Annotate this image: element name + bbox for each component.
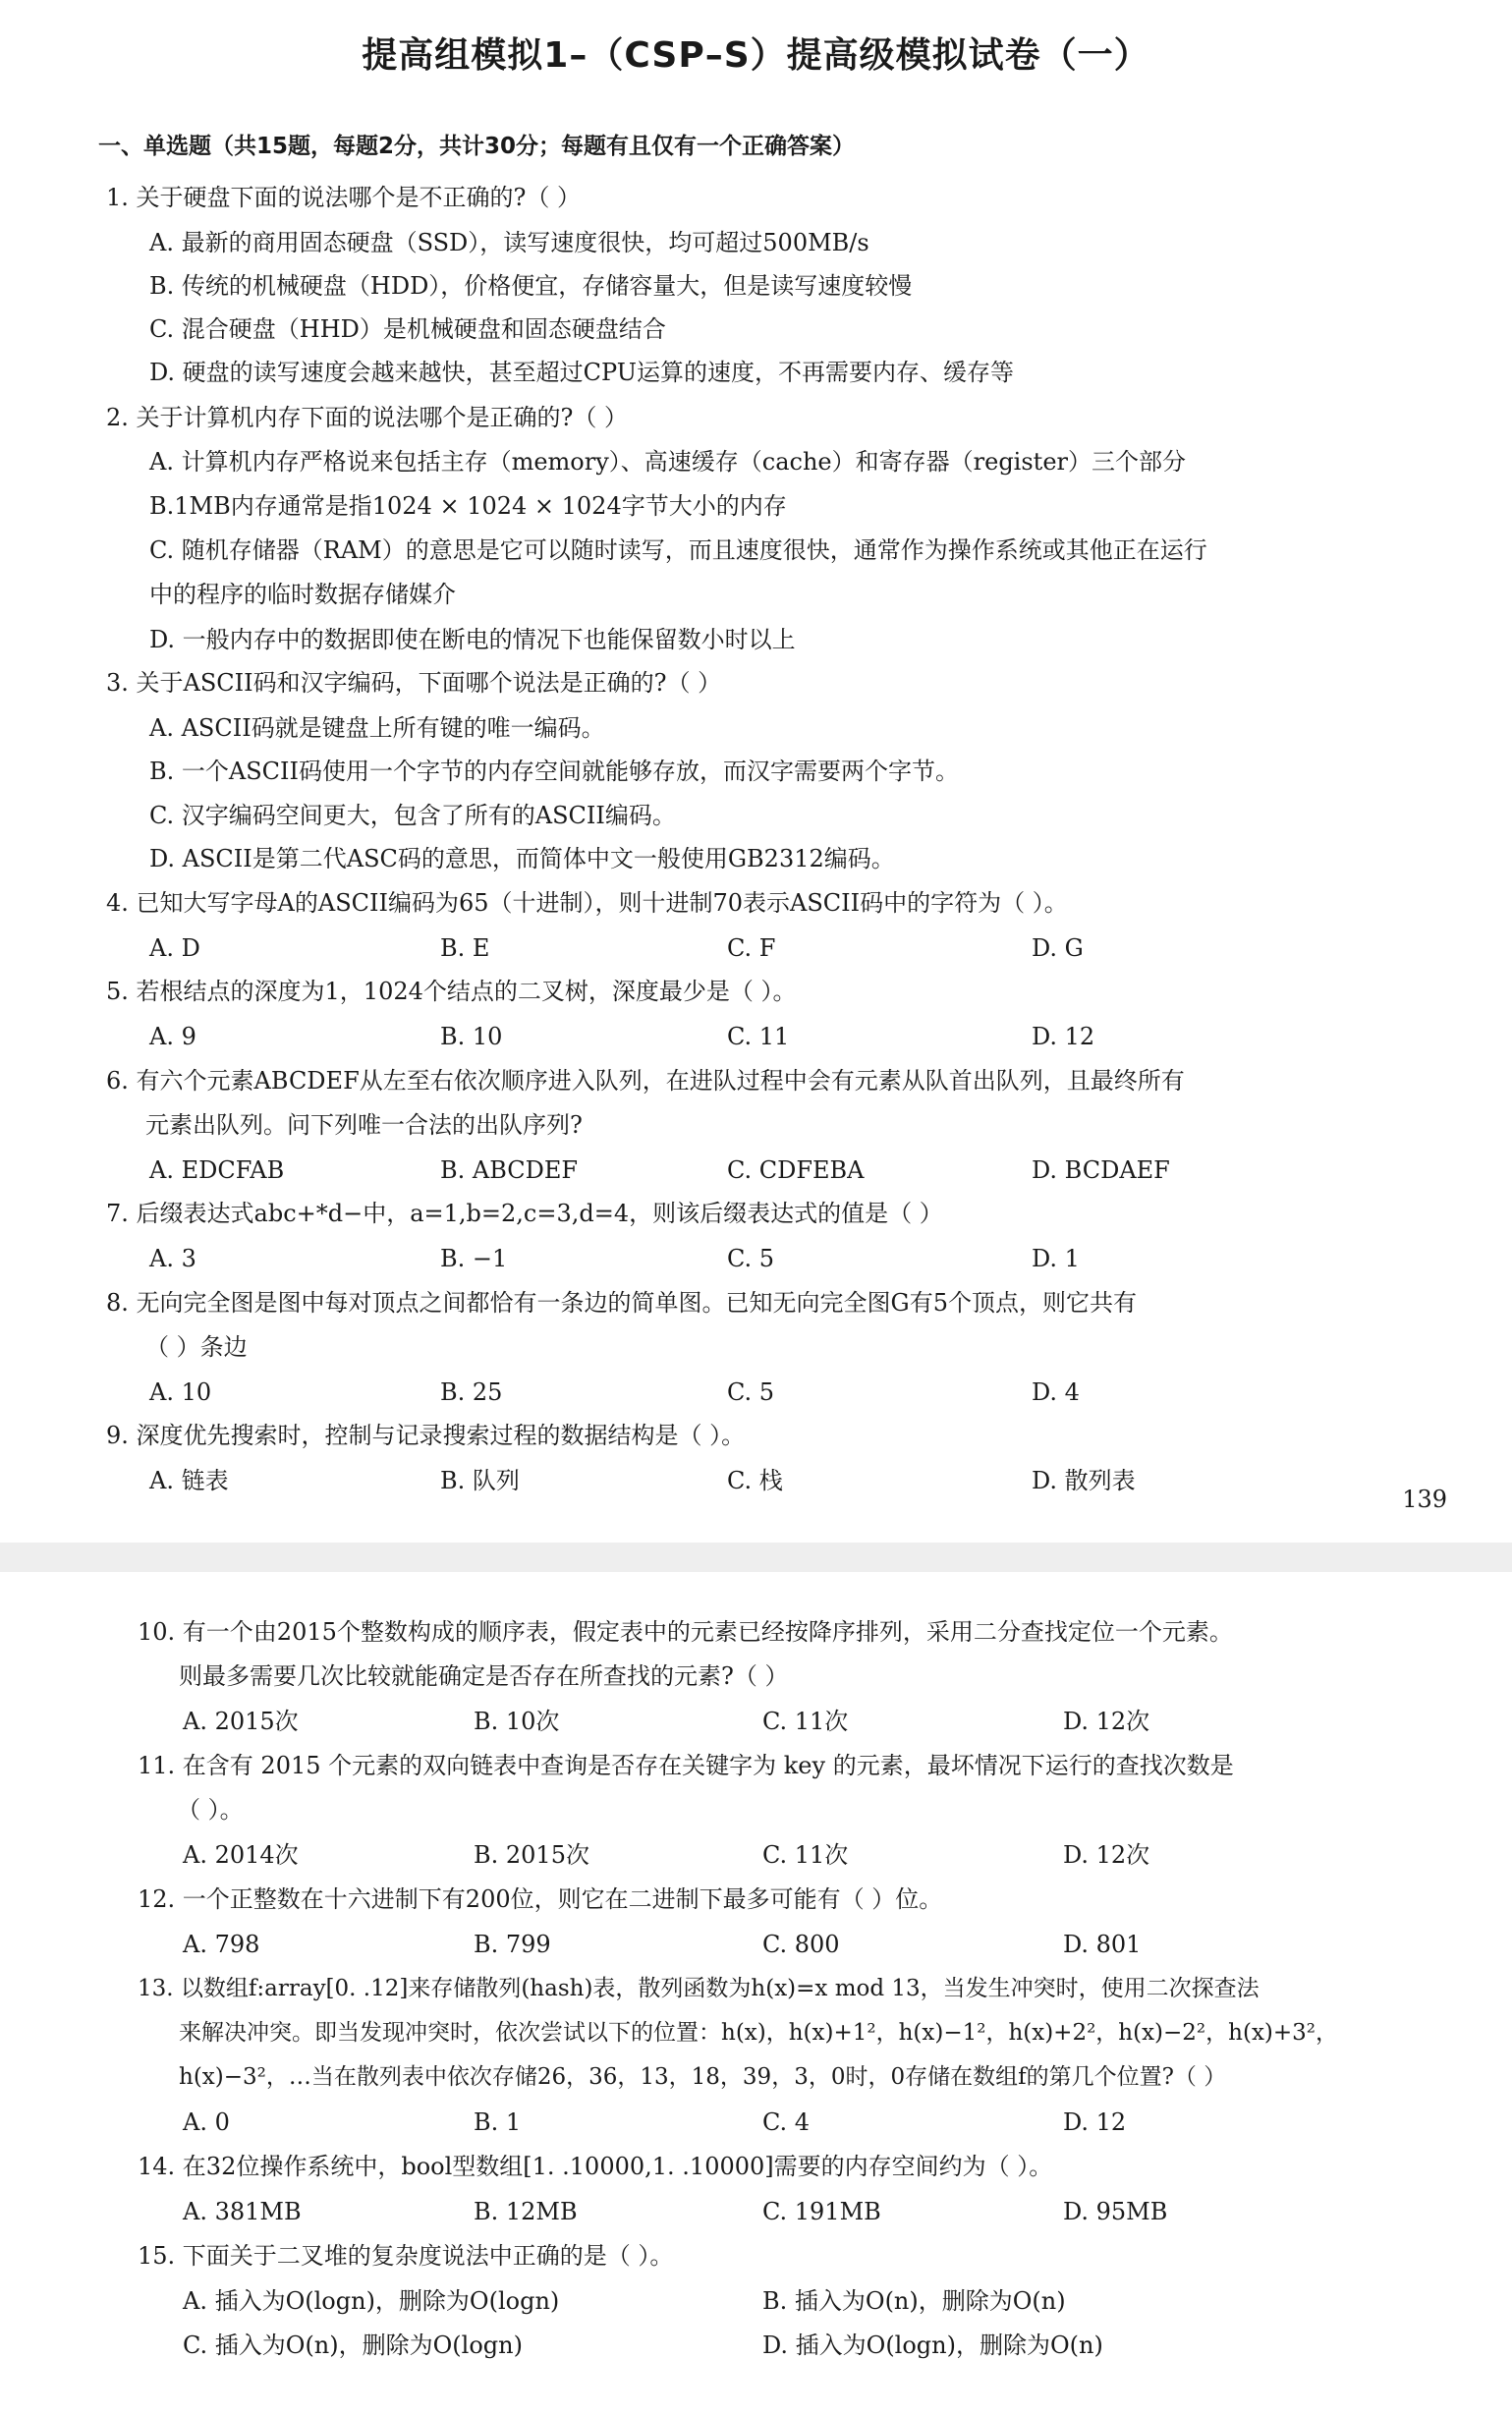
page-number: 139 — [1402, 1486, 1447, 1513]
q11-option-b: B. 2015次 — [474, 1841, 589, 1869]
q3-option-d: D. ASCII是第二代ASC码的意思，而简体中文一般使用GB2312编码。 — [149, 845, 895, 872]
q14-option-a: A. 381MB — [183, 2198, 302, 2225]
q11-option-a: A. 2014次 — [183, 1841, 299, 1869]
q7-option-b: B. −1 — [440, 1245, 508, 1272]
q8-option-d: D. 4 — [1032, 1378, 1080, 1406]
q4-stem: 4. 已知大写字母A的ASCII编码为65（十进制），则十进制70表示ASCII码中的字符为（ ）。 — [106, 889, 1068, 917]
q14-option-c: C. 191MB — [762, 2198, 881, 2225]
q12-option-d: D. 801 — [1063, 1931, 1142, 1958]
q11-option-c: C. 11次 — [762, 1841, 849, 1869]
q12-stem: 12. 一个正整数在十六进制下有200位，则它在二进制下最多可能有（ ）位。 — [138, 1885, 943, 1913]
q7-option-d: D. 1 — [1032, 1245, 1080, 1272]
q6-option-a: A. EDCFAB — [149, 1156, 285, 1184]
q7-option-a: A. 3 — [149, 1245, 196, 1272]
q12-option-a: A. 798 — [183, 1931, 260, 1958]
q11-stem-cont: （ ）。 — [177, 1796, 244, 1824]
q4-option-a: A. D — [149, 934, 200, 962]
q5-stem: 5. 若根结点的深度为1，1024个结点的二叉树，深度最少是（ ）。 — [106, 978, 797, 1005]
q10-option-b: B. 10次 — [474, 1708, 560, 1735]
q15-option-b: B. 插入为O(n)，删除为O(n) — [762, 2287, 1066, 2315]
q8-option-a: A. 10 — [149, 1378, 212, 1406]
q7-option-c: C. 5 — [727, 1245, 775, 1272]
q11-stem: 11. 在含有 2015 个元素的双向链表中查询是否存在关键字为 key 的元素，最坏情况下运行的查找次数是 — [138, 1752, 1234, 1779]
q13-option-b: B. 1 — [474, 2108, 522, 2136]
q3-option-a: A. ASCII码就是键盘上所有键的唯一编码。 — [149, 714, 605, 742]
q3-option-b: B. 一个ASCII码使用一个字节的内存空间就能够存放，而汉字需要两个字节。 — [149, 758, 959, 785]
q1-option-a: A. 最新的商用固态硬盘（SSD），读写速度很快，均可超过500MB/s — [149, 229, 869, 256]
q10-option-a: A. 2015次 — [183, 1708, 299, 1735]
q1-option-b: B. 传统的机械硬盘（HDD），价格便宜，存储容量大，但是读写速度较慢 — [149, 272, 913, 300]
page-gap — [0, 1543, 1512, 1572]
q14-stem: 14. 在32位操作系统中，bool型数组[1. .10000,1. .10000]需要的内存空间约为（ ）。 — [138, 2153, 1053, 2180]
q10-option-c: C. 11次 — [762, 1708, 849, 1735]
q9-option-c: C. 栈 — [727, 1467, 783, 1494]
q2-option-d: D. 一般内存中的数据即使在断电的情况下也能保留数小时以上 — [149, 626, 796, 653]
q13-stem-cont-1: 来解决冲突。即当发现冲突时，依次尝试以下的位置：h(x)，h(x)+1²，h(x)−1²，h(x)+2²，h(x)−2²，h(x)+3²， — [179, 2020, 1339, 2046]
q8-stem-cont: （ ）条边 — [145, 1333, 248, 1361]
q12-option-b: B. 799 — [474, 1931, 551, 1958]
q8-option-b: B. 25 — [440, 1378, 503, 1406]
q2-stem: 2. 关于计算机内存下面的说法哪个是正确的?（ ） — [106, 404, 629, 431]
q1-option-c: C. 混合硬盘（HHD）是机械硬盘和固态硬盘结合 — [149, 315, 666, 343]
q1-stem: 1. 关于硬盘下面的说法哪个是不正确的?（ ） — [106, 184, 582, 211]
q9-option-d: D. 散列表 — [1032, 1467, 1136, 1494]
q1-option-d: D. 硬盘的读写速度会越来越快，甚至超过CPU运算的速度，不再需要内存、缓存等 — [149, 359, 1014, 386]
q5-option-c: C. 11 — [727, 1023, 790, 1050]
q13-option-c: C. 4 — [762, 2108, 811, 2136]
q4-option-c: C. F — [727, 934, 776, 962]
q6-stem-cont: 元素出队列。问下列唯一合法的出队序列? — [145, 1111, 583, 1139]
q9-option-b: B. 队列 — [440, 1467, 520, 1494]
q6-stem: 6. 有六个元素ABCDEF从左至右依次顺序进入队列，在进队过程中会有元素从队首出队列，且最终所有 — [106, 1067, 1185, 1095]
q4-option-d: D. G — [1032, 934, 1084, 962]
q6-option-c: C. CDFEBA — [727, 1156, 865, 1184]
q10-option-d: D. 12次 — [1063, 1708, 1150, 1735]
q15-option-c: C. 插入为O(n)，删除为O(logn) — [183, 2332, 523, 2359]
q7-stem: 7. 后缀表达式abc+*d−中，a=1,b=2,c=3,d=4，则该后缀表达式的值是（ ） — [106, 1200, 943, 1227]
exam-title: 提高组模拟1–（CSP–S）提高级模拟试卷（一） — [362, 35, 1150, 76]
q5-option-b: B. 10 — [440, 1023, 503, 1050]
q9-option-a: A. 链表 — [149, 1467, 229, 1494]
q11-option-d: D. 12次 — [1063, 1841, 1150, 1869]
q3-option-c: C. 汉字编码空间更大，包含了所有的ASCII编码。 — [149, 802, 676, 829]
q15-option-d: D. 插入为O(logn)，删除为O(n) — [762, 2332, 1103, 2359]
q13-stem-cont-2: h(x)−3²，…当在散列表中依次存储26，36，13，18，39，3，0时，0存储在数组f的第几个位置?（ ） — [179, 2064, 1227, 2090]
q13-option-a: A. 0 — [183, 2108, 230, 2136]
q10-stem-cont: 则最多需要几次比较就能确定是否存在所查找的元素?（ ） — [179, 1662, 789, 1690]
q9-stem: 9. 深度优先搜索时，控制与记录搜索过程的数据结构是（ ）。 — [106, 1422, 746, 1449]
q10-stem: 10. 有一个由2015个整数构成的顺序表，假定表中的元素已经按降序排列，采用二分查找定位一个元素。 — [138, 1618, 1233, 1646]
q3-stem: 3. 关于ASCII码和汉字编码，下面哪个说法是正确的?（ ） — [106, 669, 722, 697]
q2-option-b: B.1MB内存通常是指1024 × 1024 × 1024字节大小的内存 — [149, 492, 787, 520]
q8-option-c: C. 5 — [727, 1378, 775, 1406]
q4-option-b: B. E — [440, 934, 490, 962]
q14-option-d: D. 95MB — [1063, 2198, 1168, 2225]
q2-option-c-cont: 中的程序的临时数据存储媒介 — [149, 581, 456, 608]
q5-option-a: A. 9 — [149, 1023, 196, 1050]
q8-stem: 8. 无向完全图是图中每对顶点之间都恰有一条边的简单图。已知无向完全图G有5个顶点，则它共有 — [106, 1289, 1137, 1317]
q13-stem: 13. 以数组f:array[0. .12]来存储散列(hash)表，散列函数为h(x)=x mod 13，当发生冲突时，使用二次探查法 — [138, 1976, 1260, 2001]
q12-option-c: C. 800 — [762, 1931, 840, 1958]
q2-option-a: A. 计算机内存严格说来包括主存（memory）、高速缓存（cache）和寄存器（register）三个部分 — [149, 448, 1186, 476]
q5-option-d: D. 12 — [1032, 1023, 1095, 1050]
exam-page-2 — [0, 1572, 1512, 2416]
q6-option-b: B. ABCDEF — [440, 1156, 579, 1184]
q14-option-b: B. 12MB — [474, 2198, 578, 2225]
q6-option-d: D. BCDAEF — [1032, 1156, 1170, 1184]
q13-option-d: D. 12 — [1063, 2108, 1127, 2136]
q2-option-c: C. 随机存储器（RAM）的意思是它可以随时读写，而且速度很快，通常作为操作系统或其他正在运行 — [149, 536, 1207, 564]
section-heading: 一、单选题（共15题，每题2分，共计30分；每题有且仅有一个正确答案） — [98, 134, 856, 159]
q15-stem: 15. 下面关于二叉堆的复杂度说法中正确的是（ ）。 — [138, 2242, 674, 2270]
q15-option-a: A. 插入为O(logn)，删除为O(logn) — [183, 2287, 560, 2315]
